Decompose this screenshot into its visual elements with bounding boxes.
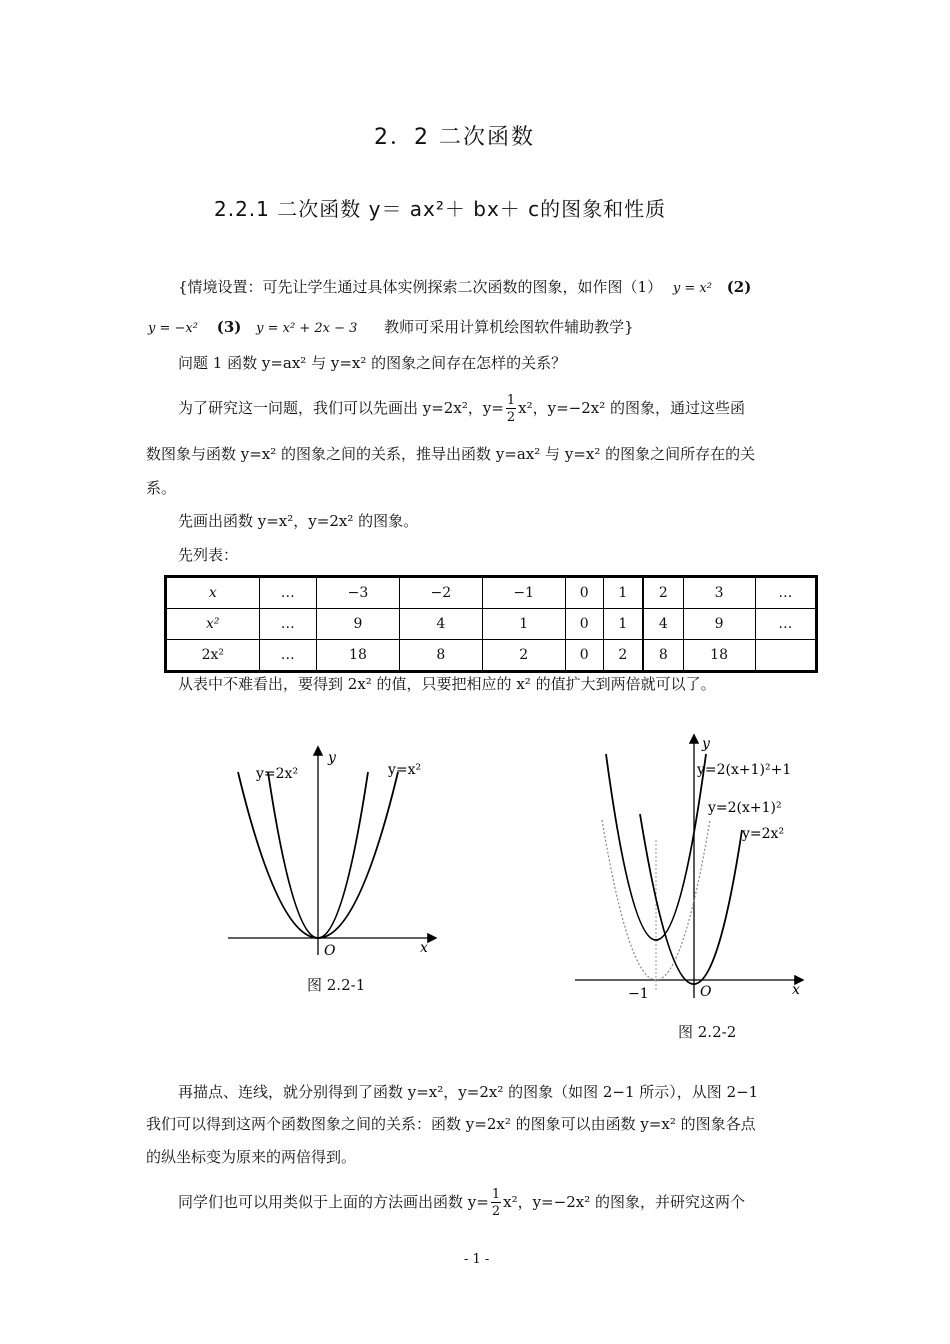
para4-line3: 的纵坐标变为原来的两倍得到。 bbox=[146, 1148, 357, 1166]
fig2-origin: O bbox=[700, 984, 712, 1000]
frac-den: 2 bbox=[506, 410, 516, 425]
para1-line2: 数图象与函数 y=x² 的图象之间的关系，推导出函数 y=ax² 与 y=x² 的图象之间所存在的关 bbox=[146, 445, 756, 463]
para1-line1 bbox=[178, 394, 745, 424]
intro-line1 bbox=[178, 280, 751, 295]
table-cell: 1 bbox=[603, 609, 643, 640]
intro-tail: 教师可采用计算机绘图软件辅助教学} bbox=[384, 318, 634, 336]
para2: 先画出函数 y=x²，y=2x² 的图象。 bbox=[178, 512, 419, 530]
figure-2-2-2 bbox=[570, 730, 820, 1010]
subsection-title: 2.2.1 二次函数 y＝ ax²＋ bx＋ c的图象和性质 bbox=[214, 197, 667, 221]
value-table bbox=[164, 575, 818, 673]
table-cell: … bbox=[755, 577, 816, 609]
fig2-axis-x: x bbox=[792, 982, 800, 998]
label-y-2-x-plus-1-sq-plus-1: y=2(x+1)²+1 bbox=[697, 762, 792, 778]
table-cell: 1 bbox=[482, 609, 565, 640]
table-cell: … bbox=[259, 577, 316, 609]
intro-eq3: y = x² + 2x − 3 bbox=[256, 321, 358, 336]
section-title: 2．2 二次函数 bbox=[374, 125, 535, 150]
table-row bbox=[166, 609, 817, 640]
label-y-x2: y=x² bbox=[388, 762, 422, 778]
label-y-2x2: y=2x² bbox=[256, 766, 299, 782]
table-cell: 18 bbox=[317, 640, 400, 672]
intro-label2: (2) bbox=[726, 278, 752, 296]
table-cell: −3 bbox=[317, 577, 400, 609]
label-y-2-x-plus-1-sq: y=2(x+1)² bbox=[708, 800, 782, 816]
table-cell: 8 bbox=[643, 640, 683, 672]
intro-text: {情境设置：可先让学生通过具体实例探索二次函数的图象，如作图（1） bbox=[178, 278, 663, 296]
table-cell: 0 bbox=[565, 609, 603, 640]
fig1-axis-x: x bbox=[420, 940, 428, 956]
table-cell: 0 bbox=[565, 640, 603, 672]
table-cell: 18 bbox=[683, 640, 755, 672]
table-cell: 4 bbox=[399, 609, 482, 640]
fig2-tick-neg1: −1 bbox=[628, 986, 649, 1002]
table-cell: −2 bbox=[399, 577, 482, 609]
fig1-origin: O bbox=[324, 943, 336, 959]
fraction-half bbox=[506, 394, 516, 424]
fig1-caption: 图 2.2-1 bbox=[307, 976, 366, 994]
intro-line2 bbox=[148, 320, 634, 335]
table-cell: … bbox=[259, 640, 316, 672]
frac-den: 2 bbox=[491, 1204, 501, 1219]
intro-label3: (3) bbox=[216, 318, 242, 336]
intro-eq1: y = x² bbox=[672, 281, 712, 296]
fig2-axis-y: y bbox=[702, 736, 710, 752]
para5-b: x²，y=−2x² 的图象，并研究这两个 bbox=[503, 1193, 745, 1211]
table-cell: 2x² bbox=[166, 640, 260, 672]
question-1: 问题 1 函数 y=ax² 与 y=x² 的图象之间存在怎样的关系？ bbox=[178, 354, 567, 372]
table-cell: x² bbox=[166, 609, 260, 640]
table-cell: 9 bbox=[317, 609, 400, 640]
table-cell: … bbox=[259, 609, 316, 640]
table-cell bbox=[755, 640, 816, 672]
para1-b: x²，y=−2x² 的图象，通过这些函 bbox=[518, 399, 746, 417]
table-cell: 2 bbox=[643, 577, 683, 609]
para5-line1 bbox=[178, 1188, 745, 1218]
figure-2-2-1 bbox=[220, 740, 450, 960]
table-cell: 4 bbox=[643, 609, 683, 640]
para1-a: 为了研究这一问题，我们可以先画出 y=2x²，y= bbox=[178, 399, 504, 417]
table-cell: 2 bbox=[482, 640, 565, 672]
table-cell: 1 bbox=[603, 577, 643, 609]
table-row bbox=[166, 577, 817, 609]
table-cell: 9 bbox=[683, 609, 755, 640]
frac-num: 1 bbox=[491, 1187, 501, 1202]
table-cell: … bbox=[755, 609, 816, 640]
table-cell: 2 bbox=[603, 640, 643, 672]
page-number: - 1 - bbox=[464, 1252, 490, 1267]
table-cell: 3 bbox=[683, 577, 755, 609]
table-row bbox=[166, 640, 817, 672]
para1-line3: 系。 bbox=[146, 479, 177, 497]
para3: 先列表： bbox=[178, 546, 239, 564]
table-cell: 0 bbox=[565, 577, 603, 609]
intro-eq2: y = −x² bbox=[148, 321, 198, 336]
fraction-half bbox=[491, 1188, 501, 1218]
table-cell: −1 bbox=[482, 577, 565, 609]
curve-y-2x2 bbox=[640, 814, 742, 984]
table-cell: 8 bbox=[399, 640, 482, 672]
fig2-caption: 图 2.2-2 bbox=[678, 1023, 737, 1041]
para5-a: 同学们也可以用类似于上面的方法画出函数 y= bbox=[178, 1193, 489, 1211]
after-table-text: 从表中不难看出，要得到 2x² 的值，只要把相应的 x² 的值扩大到两倍就可以了。 bbox=[178, 675, 716, 693]
para4-line2: 我们可以得到这两个函数图象之间的关系：函数 y=2x² 的图象可以由函数 y=x² 的图象各点 bbox=[146, 1115, 756, 1133]
frac-num: 1 bbox=[506, 393, 516, 408]
table-cell: x bbox=[166, 577, 260, 609]
fig1-axis-y: y bbox=[328, 750, 336, 766]
para4-line1: 再描点、连线，就分别得到了函数 y=x²，y=2x² 的图象（如图 2−1 所示），从图 2−1 bbox=[178, 1083, 759, 1101]
label-y-2x2-fig2: y=2x² bbox=[742, 826, 785, 842]
